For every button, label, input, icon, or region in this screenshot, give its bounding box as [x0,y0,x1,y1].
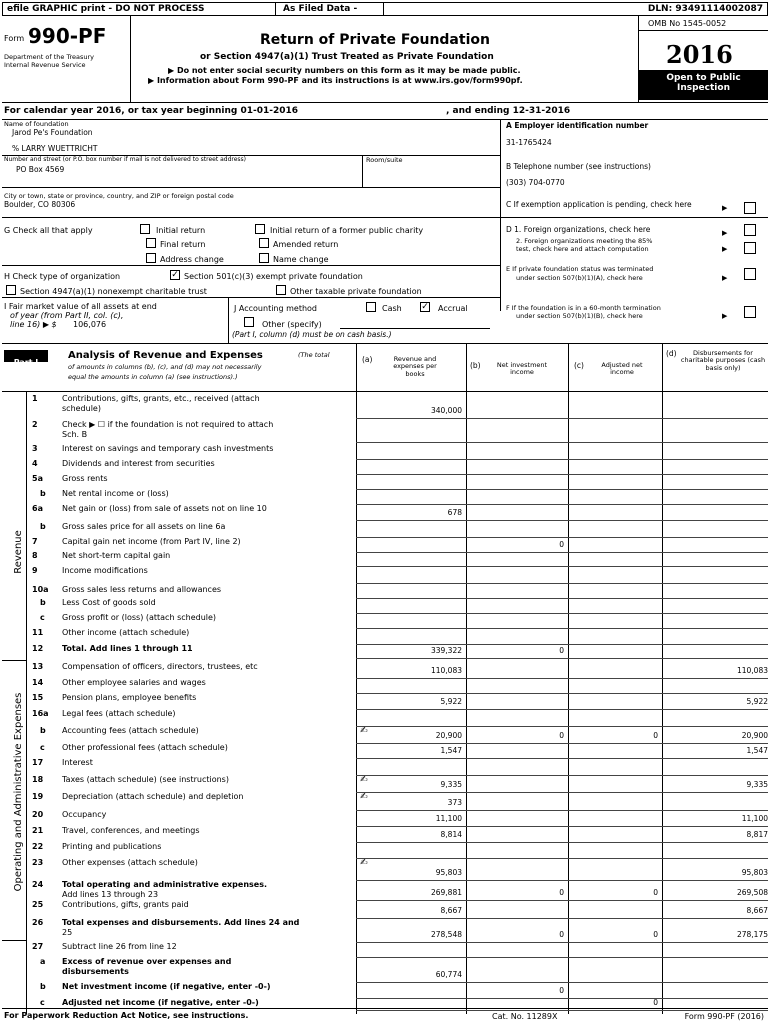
h-501c3-checkbox[interactable]: ✓ [171,270,179,280]
column-b-value: 0 [559,986,564,995]
name-label: Name of foundation [4,120,69,128]
form-number: 990-PF [28,24,107,48]
column-a-value: 8,667 [440,906,462,915]
line-label: Travel, conferences, and meetings [62,826,200,835]
line-label: Interest on savings and temporary cash investments [62,444,274,453]
row-divider [356,658,768,659]
f-checkbox[interactable] [744,306,756,318]
column-a-value: 11,100 [435,814,462,823]
c-arrow-icon: ▶ [722,204,728,212]
attachment-icon[interactable]: ✍ [360,726,368,736]
line-label: Capital gain net income (from Part IV, line 2) [62,537,241,546]
tax-year: 2016 [666,40,733,69]
line-number: c [40,613,45,622]
open-line-1: Open to Public [666,73,741,83]
h-501c3-label: Section 501(c)(3) exempt private foundation [184,272,363,281]
table-row [0,826,770,842]
table-row [0,792,770,810]
table-row [0,942,770,957]
d2-checkbox[interactable] [744,242,756,254]
line-number: c [40,743,45,752]
j-accrual-checkbox[interactable]: ✓ [421,302,429,312]
col-d-tag: (d) [666,349,677,358]
row-divider [356,418,768,419]
line-label: Pension plans, employee benefits [62,693,197,702]
column-b-value: 0 [559,540,564,549]
col-c-header: Adjusted net income [601,361,643,377]
table-row [0,522,770,537]
i-label-3: line 16) ▶ $ [10,320,57,329]
city-value: Boulder, CO 80306 [4,200,76,209]
j-cash-checkbox[interactable] [366,302,376,312]
column-b-value: 0 [559,930,564,939]
row-divider [356,520,768,521]
i-label-1: I Fair market value of all assets at end [4,302,157,311]
column-d-value: 20,900 [741,731,768,740]
footer-cat: Cat. No. 11289X [492,1012,558,1021]
form-header [2,16,768,102]
line-label: Other income (attach schedule) [62,628,190,637]
f-label-1: F If the foundation is in a 60-month termination [506,304,661,312]
line-label: Other employee salaries and wages [62,678,206,687]
form-word: Form [4,34,25,43]
row-divider [356,442,768,443]
footer-form: Form 990-PF (2016) [684,1012,764,1021]
care-of: % LARRY WUETTRICHT [12,144,98,153]
line-label: Net investment income (if negative, enter -0-) [62,982,271,991]
column-d-value: 95,803 [741,868,768,877]
open-inspection-box [639,70,768,100]
line-label-continued: 25 [62,928,73,937]
g-address-change-label: Address change [160,255,224,264]
line-number: 7 [32,537,38,546]
table-row [0,489,770,504]
row-divider [356,1010,768,1011]
col-b-tag: (b) [470,361,481,370]
footer-notice: For Paperwork Reduction Act Notice, see instructions. [4,1011,249,1020]
column-a-value: 110,083 [430,666,462,675]
line-label: Check ▶ ☐ if the foundation is not required to attach [62,420,274,429]
line-number: 9 [32,566,38,575]
j-cash-label: Cash [382,304,402,313]
table-row [0,613,770,628]
table-row [0,394,770,418]
e-arrow-icon: ▶ [722,274,728,282]
line-label: Net rental income or (loss) [62,489,169,498]
column-a-value: 20,900 [435,731,462,740]
line-label-continued: schedule) [62,404,101,413]
line-number: 25 [32,900,44,909]
line-label: Income modifications [62,566,148,575]
table-row [0,585,770,598]
line-number: 2 [32,420,38,429]
column-d-value: 8,817 [746,830,768,839]
line-number: 12 [32,644,44,653]
table-row [0,598,770,613]
line-label: Gross profit or (loss) (attach schedule) [62,613,217,622]
table-row [0,693,770,709]
table-row [0,842,770,858]
line-number: 15 [32,693,44,702]
attachment-icon[interactable]: ✍ [360,775,368,785]
h-label: H Check type of organization [4,272,121,281]
j-accrual-label: Accrual [438,304,468,313]
column-c-value: 0 [653,731,658,740]
table-row [0,678,770,693]
line-number: 21 [32,826,44,835]
line-number: 4 [32,459,38,468]
line-number: b [40,726,46,735]
g-former-charity-label: Initial return of a former public charity [270,226,424,235]
line-label: Other professional fees (attach schedule) [62,743,228,752]
c-checkbox[interactable] [744,202,756,214]
line-label: Interest [62,758,93,767]
table-row [0,474,770,489]
h-other-taxable-checkbox[interactable] [276,285,286,295]
line-number: 14 [32,678,44,687]
j-other-checkbox[interactable] [244,317,254,327]
column-a-value: 269,881 [430,888,462,897]
line-label: Printing and publications [62,842,162,851]
form-subtitle: or Section 4947(a)(1) Trust Treated as Private Foundation [200,52,494,62]
room-label: Room/suite [366,156,403,164]
column-b-value: 0 [559,646,564,655]
note-info: ▶ Information about Form 990-PF and its instructions is at www.irs.gov/form990pf. [148,76,523,85]
g-label: G Check all that apply [4,226,93,235]
line-label: Gross sales price for all assets on line 6a [62,522,226,531]
street-value: PO Box 4569 [16,165,65,174]
d1-arrow-icon: ▶ [722,229,728,237]
dln: DLN: 93491114002087 [647,4,763,14]
open-line-2: Inspection [677,83,730,93]
line-number: 11 [32,628,44,637]
column-a-value: 95,803 [435,868,462,877]
line-label-continued: disbursements [62,967,129,976]
part-tag [4,350,48,367]
col-b-header: Net investment income [496,361,548,377]
line-number: 22 [32,842,44,851]
form-title: Return of Private Foundation [260,32,490,48]
f-label-2: under section 507(b)(1)(B), check here [516,312,643,320]
table-row [0,743,770,758]
line-label: Compensation of officers, directors, trustees, etc [62,662,258,671]
efile-label: efile GRAPHIC print - DO NOT PROCESS [7,4,205,14]
line-label: Less Cost of goods sold [62,598,156,607]
line-number: 1 [32,394,38,403]
column-d-value: 110,083 [736,666,768,675]
f-arrow-icon: ▶ [722,312,728,320]
calendar-end: , and ending 12-31-2016 [446,106,571,116]
table-row [0,459,770,474]
omb-number: OMB No 1545-0052 [648,19,727,28]
column-d-value: 8,667 [746,906,768,915]
col-a-tag: (a) [362,355,373,364]
line-number: 5a [32,474,43,483]
line-number: a [40,957,46,966]
g-name-change-checkbox[interactable] [259,253,269,263]
line-label: Contributions, gifts, grants, etc., received (attach [62,394,260,403]
line-label: Total. Add lines 1 through 11 [62,644,193,653]
line-number: 17 [32,758,44,767]
table-row [0,566,770,583]
g-former-charity-checkbox[interactable] [255,224,265,234]
part-desc-1: of amounts in columns (b), (c), and (d) may not necessarily [68,363,262,371]
table-row [0,628,770,644]
line-number: 16a [32,709,49,718]
line-label: Legal fees (attach schedule) [62,709,176,718]
column-c-value: 0 [653,930,658,939]
table-row [0,444,770,459]
j-other-label: Other (specify) [262,320,322,329]
line-number: b [40,522,46,531]
line-number: b [40,489,46,498]
column-a-value: 373 [447,798,462,807]
i-label-2: of year (from Part II, col. (c), [10,311,124,320]
line-number: 3 [32,444,38,453]
column-b-value: 0 [559,731,564,740]
line-label: Total operating and administrative expenses. [62,880,267,889]
d1-checkbox[interactable] [744,224,756,236]
col-d-header: Disbursements for charitable purposes (cash basis only) [680,349,766,372]
table-row [0,918,770,942]
h-4947-checkbox[interactable] [6,285,16,295]
line-label: Dividends and interest from securities [62,459,215,468]
line-label: Depreciation (attach schedule) and depletion [62,792,244,801]
part-title: Analysis of Revenue and Expenses [68,350,263,361]
d2-label-1: 2. Foreign organizations meeting the 85% [516,237,653,245]
d2-arrow-icon: ▶ [722,245,728,253]
column-a-value: 678 [447,508,462,517]
g-address-change-checkbox[interactable] [146,253,156,263]
line-number: 10a [32,585,49,594]
line-number: c [40,998,45,1007]
line-label: Net gain or (loss) from sale of assets not on line 10 [62,504,267,513]
table-row [0,810,770,826]
table-row [0,957,770,982]
note-ssn: ▶ Do not enter social security numbers on this form as it may be made public. [168,66,521,75]
dept-line-1: Department of the Treasury [4,53,95,61]
column-d-value: 5,922 [746,697,768,706]
line-number: 20 [32,810,44,819]
column-d-value: 278,175 [736,930,768,939]
column-a-value: 339,322 [430,646,462,655]
i-value: 106,076 [73,320,107,329]
column-d-value: 269,508 [736,888,768,897]
table-row [0,551,770,566]
table-row [0,858,770,880]
table-row [0,709,770,726]
part-title-note: (The total [298,351,330,359]
g-initial-return-label: Initial return [156,226,206,235]
top-banner [2,2,768,16]
attachment-icon[interactable]: ✍ [360,858,368,868]
line-label: Occupancy [62,810,107,819]
line-label: Excess of revenue over expenses and [62,957,232,966]
c-label: C If exemption application is pending, check here [506,200,692,209]
table-row [0,644,770,658]
table-row [0,726,770,743]
column-d-value: 1,547 [746,746,768,755]
g-amended-return-checkbox[interactable] [259,238,269,248]
d1-label: D 1. Foreign organizations, check here [506,225,651,234]
line-label: Other expenses (attach schedule) [62,858,198,867]
line-label: Taxes (attach schedule) (see instructions) [62,775,229,784]
line-number: 13 [32,662,44,671]
phone-value: (303) 704-0770 [506,178,565,187]
line-label: Gross rents [62,474,108,483]
g-initial-return-checkbox[interactable] [140,224,150,234]
line-label-continued: Sch. B [62,430,88,439]
column-a-value: 8,814 [440,830,462,839]
table-row [0,420,770,442]
table-row [0,662,770,678]
part-desc-2: equal the amounts in column (a) (see instructions).) [68,373,238,381]
foundation-name: Jarod Pe's Foundation [12,128,93,137]
column-a-value: 60,774 [435,970,462,979]
column-c-value: 0 [653,998,658,1007]
side-label-revenue-text: Revenue [13,530,24,574]
line-label: Contributions, gifts, grants paid [62,900,189,909]
line-label: Subtract line 26 from line 12 [62,942,177,951]
e-label-2: under section 507(b)(1)(A), check here [516,274,643,282]
line-number: b [40,982,46,991]
table-row [0,504,770,520]
row-divider [356,583,768,584]
column-d-value: 9,335 [746,780,768,789]
table-row [0,880,770,900]
column-a-value: 9,335 [440,780,462,789]
g-final-return-label: Final return [160,240,206,249]
line-label: Gross sales less returns and allowances [62,585,222,594]
h-other-taxable-label: Other taxable private foundation [290,287,422,296]
column-d-value: 11,100 [741,814,768,823]
j-label: J Accounting method [234,304,318,313]
attachment-icon[interactable]: ✍ [360,792,368,802]
table-row [0,900,770,918]
ein-value: 31-1765424 [506,138,552,147]
table-row [0,982,770,998]
line-label: Total expenses and disbursements. Add lines 24 and [62,918,300,927]
e-label-1: E If private foundation status was terminated [506,265,654,273]
table-row [0,537,770,552]
dept-line-2: Internal Revenue Service [4,61,86,69]
column-a-value: 340,000 [430,406,462,415]
column-b-value: 0 [559,888,564,897]
d2-label-2: test, check here and attach computation [516,245,649,253]
column-a-value: 278,548 [430,930,462,939]
col-c-tag: (c) [574,361,584,370]
city-label: City or town, state or province, country, and ZIP or foreign postal code [4,192,234,200]
g-final-return-checkbox[interactable] [146,238,156,248]
table-row [0,775,770,792]
e-checkbox[interactable] [744,268,756,280]
side-label-expenses-text: Operating and Administrative Expenses [13,692,24,892]
line-number: 19 [32,792,44,801]
line-label: Accounting fees (attach schedule) [62,726,199,735]
line-label: Net short-term capital gain [62,551,171,560]
column-a-value: 5,922 [440,697,462,706]
col-a-header: Revenue and expenses per books [393,355,437,378]
table-row [0,758,770,775]
line-number: 24 [32,880,44,889]
g-amended-return-label: Amended return [273,240,339,249]
j-note: (Part I, column (d) must be on cash basis.) [232,330,392,339]
line-label: Adjusted net income (if negative, enter -0-) [62,998,259,1007]
line-number: b [40,598,46,607]
line-number: 18 [32,775,44,784]
filed-label: As Filed Data - [283,4,358,14]
ein-label: A Employer identification number [506,121,649,130]
column-a-value: 1,547 [440,746,462,755]
line-number: 26 [32,918,44,927]
g-name-change-label: Name change [273,255,329,264]
column-c-value: 0 [653,888,658,897]
line-number: 6a [32,504,43,513]
part-tag-label: Part I [13,358,39,367]
h-4947-label: Section 4947(a)(1) nonexempt charitable trust [20,287,207,296]
phone-label: B Telephone number (see instructions) [506,162,651,171]
line-number: 23 [32,858,44,867]
line-label-continued: Add lines 13 through 23 [62,890,159,899]
calendar-begin: For calendar year 2016, or tax year beginning 01-01-2016 [4,106,299,116]
street-label: Number and street (or P.O. box number if mail is not delivered to street address) [4,156,247,163]
line-number: 8 [32,551,38,560]
line-number: 27 [32,942,44,951]
